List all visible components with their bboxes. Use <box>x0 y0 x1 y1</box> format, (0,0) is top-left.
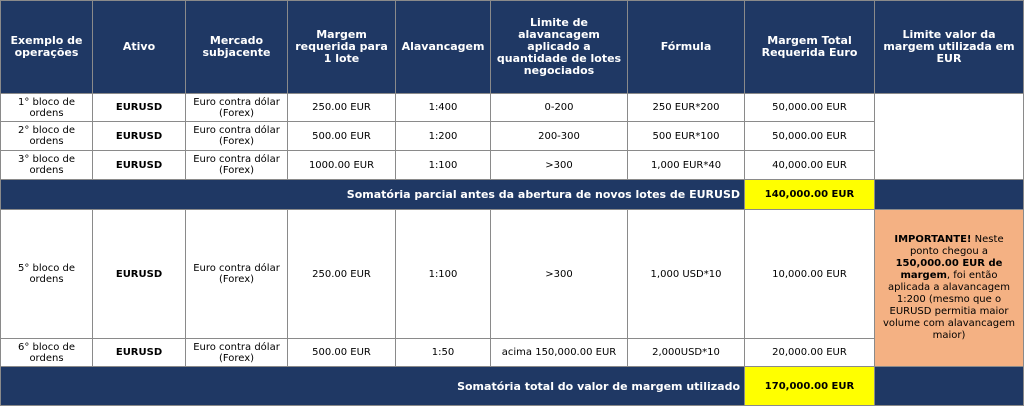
cell-market: Euro contra dólar (Forex) <box>186 339 288 367</box>
table-row <box>1 122 1024 151</box>
cell-formula: 2,000USD*10 <box>628 339 745 367</box>
note-text-2: , foi então aplicada a alavancagem 1:200 (mesmo que o EURUSD permitia maior volume com alavancagem maior) <box>882 270 1016 341</box>
note-strong-1: IMPORTANTE! <box>894 234 972 245</box>
header-margin: Margem requerida para 1 lote <box>288 1 396 94</box>
header-formula: Fórmula <box>628 1 745 94</box>
total-sum-blank <box>875 367 1024 406</box>
header-row <box>1 1 1024 94</box>
cell-empty-limit <box>875 94 1024 180</box>
cell-limit: 0-200 <box>491 94 628 122</box>
cell-leverage: 1:100 <box>396 151 491 180</box>
partial-sum-blank <box>875 180 1024 210</box>
table-row <box>1 151 1024 180</box>
table-row <box>1 94 1024 122</box>
cell-block: 6° bloco de ordens <box>1 339 93 367</box>
cell-asset: EURUSD <box>93 151 186 180</box>
total-sum-row <box>1 367 1024 406</box>
cell-leverage: 1:50 <box>396 339 491 367</box>
cell-market: Euro contra dólar (Forex) <box>186 94 288 122</box>
cell-margin: 250.00 EUR <box>288 94 396 122</box>
cell-limit: >300 <box>491 151 628 180</box>
cell-asset: EURUSD <box>93 339 186 367</box>
note-strong-2: 150,000.00 EUR de margem <box>895 258 1003 281</box>
total-sum-value: 170,000.00 EUR <box>745 367 875 406</box>
cell-market: Euro contra dólar (Forex) <box>186 210 288 339</box>
table-row <box>1 339 1024 367</box>
cell-asset: EURUSD <box>93 210 186 339</box>
cell-margin: 1000.00 EUR <box>288 151 396 180</box>
cell-total: 20,000.00 EUR <box>745 339 875 367</box>
cell-market: Euro contra dólar (Forex) <box>186 151 288 180</box>
cell-market: Euro contra dólar (Forex) <box>186 122 288 151</box>
header-market: Mercado subjacente <box>186 1 288 94</box>
cell-total: 10,000.00 EUR <box>745 210 875 339</box>
header-asset: Ativo <box>93 1 186 94</box>
cell-asset: EURUSD <box>93 122 186 151</box>
cell-total: 50,000.00 EUR <box>745 94 875 122</box>
cell-limit: 200-300 <box>491 122 628 151</box>
total-sum-label: Somatória total do valor de margem utilizado <box>1 367 745 406</box>
partial-sum-row <box>1 180 1024 210</box>
cell-formula: 500 EUR*100 <box>628 122 745 151</box>
cell-leverage: 1:400 <box>396 94 491 122</box>
cell-block: 1° bloco de ordens <box>1 94 93 122</box>
cell-block: 5° bloco de ordens <box>1 210 93 339</box>
cell-margin: 250.00 EUR <box>288 210 396 339</box>
cell-leverage: 1:100 <box>396 210 491 339</box>
cell-block: 2° bloco de ordens <box>1 122 93 151</box>
cell-total: 40,000.00 EUR <box>745 151 875 180</box>
header-total: Margem Total Requerida Euro <box>745 1 875 94</box>
partial-sum-value: 140,000.00 EUR <box>745 180 875 210</box>
important-note <box>875 210 1024 367</box>
header-margin-limit: Limite valor da margem utilizada em EUR <box>875 1 1024 94</box>
table-row <box>1 210 1024 339</box>
cell-asset: EURUSD <box>93 94 186 122</box>
note-text-1: Neste ponto chegou a <box>909 234 1004 257</box>
cell-limit: >300 <box>491 210 628 339</box>
cell-margin: 500.00 EUR <box>288 339 396 367</box>
header-operations: Exemplo de operações <box>1 1 93 94</box>
cell-formula: 250 EUR*200 <box>628 94 745 122</box>
cell-block: 3° bloco de ordens <box>1 151 93 180</box>
header-limit: Limite de alavancagem aplicado a quantidade de lotes negociados <box>491 1 628 94</box>
cell-leverage: 1:200 <box>396 122 491 151</box>
partial-sum-label: Somatória parcial antes da abertura de novos lotes de EURUSD <box>1 180 745 210</box>
header-leverage: Alavancagem <box>396 1 491 94</box>
cell-total: 50,000.00 EUR <box>745 122 875 151</box>
cell-limit: acima 150,000.00 EUR <box>491 339 628 367</box>
cell-formula: 1,000 USD*10 <box>628 210 745 339</box>
cell-margin: 500.00 EUR <box>288 122 396 151</box>
cell-formula: 1,000 EUR*40 <box>628 151 745 180</box>
